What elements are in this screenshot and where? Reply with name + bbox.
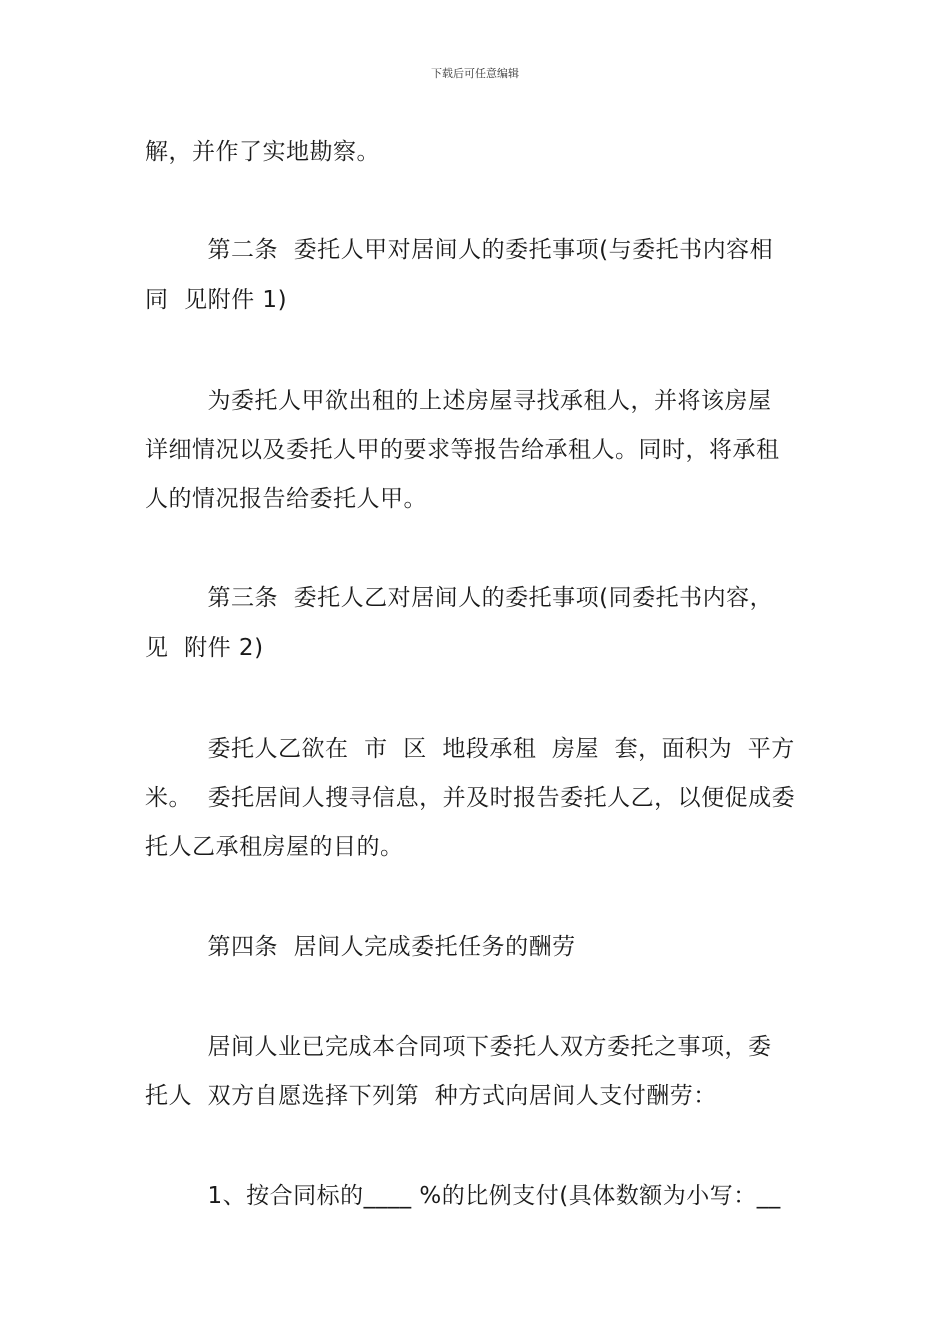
text-line: 人的情况报告给委托人甲。 [145,486,427,512]
text-line: 第二条 委托人甲对居间人的委托事项(与委托书内容相 [145,237,774,263]
text-line: 同 见附件 1) [145,287,288,313]
text-line: 托人乙承租房屋的目的。 [145,834,404,860]
page-header: 下载后可任意编辑 [431,67,519,80]
text-line: 详细情况以及委托人甲的要求等报告给承租人。同时，将承租 [145,437,780,463]
text-line: 1、按合同标的____ %的比例支付(具体数额为小写：__ [145,1183,781,1209]
text-line: 解，并作了实地勘察。 [145,139,380,165]
text-line: 为委托人甲欲出租的上述房屋寻找承租人，并将该房屋 [145,388,772,414]
text-line: 委托人乙欲在 市 区 地段承租 房屋 套，面积为 平方 [145,736,795,762]
text-line: 见 附件 2) [145,635,264,661]
text-line: 第四条 居间人完成委托任务的酬劳 [145,934,576,960]
text-line: 第三条 委托人乙对居间人的委托事项(同委托书内容， [145,585,774,611]
text-line: 托人 双方自愿选择下列第 种方式向居间人支付酬劳： [145,1083,717,1109]
text-line: 居间人业已完成本合同项下委托人双方委托之事项，委 [145,1034,772,1060]
text-line: 米。 委托居间人搜寻信息，并及时报告委托人乙，以便促成委 [145,785,796,811]
